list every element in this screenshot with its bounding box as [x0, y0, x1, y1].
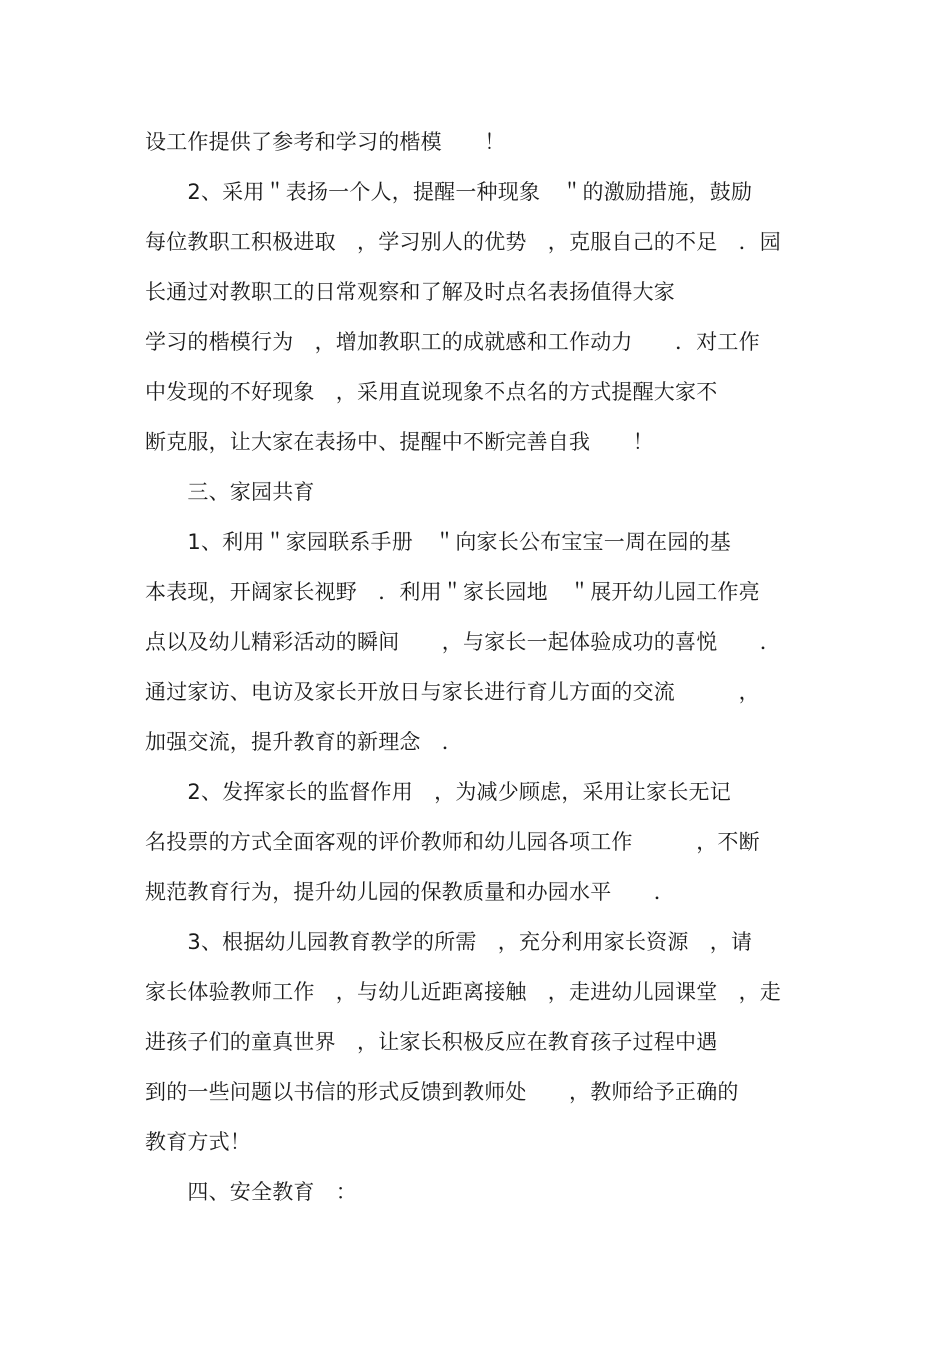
- section-heading: 三、家园共育: [145, 480, 315, 504]
- section-heading: 四、安全教育 ：: [145, 1180, 357, 1204]
- text-line: 进孩子们的童真世界 ，让家长积极反应在教育孩子过程中遇: [145, 1030, 718, 1054]
- text-line: 到的一些问题以书信的形式反馈到教师处 ，教师给予正确的: [145, 1080, 739, 1104]
- text-line: 学习的楷模行为 ，增加教职工的成就感和工作动力 ．对工作: [145, 330, 760, 354]
- text-line: 2、采用＂表扬一个人，提醒一种现象 ＂的激励措施，鼓励: [145, 180, 753, 204]
- text-line: 3、根据幼儿园教育教学的所需 ，充分利用家长资源 ，请: [145, 930, 753, 954]
- text-line: 设工作提供了参考和学习的楷模 ！: [145, 130, 506, 154]
- text-line: 长通过对教职工的日常观察和了解及时点名表扬值得大家: [145, 280, 675, 304]
- text-line: 每位教职工积极进取 ，学习别人的优势 ，克服自己的不足 ．园: [145, 230, 781, 254]
- text-line: 家长体验教师工作 ，与幼儿近距离接触 ，走进幼儿园课堂 ，走: [145, 980, 781, 1004]
- text-line: 中发现的不好现象 ，采用直说现象不点名的方式提醒大家不: [145, 380, 718, 404]
- text-line: 点以及幼儿精彩活动的瞬间 ，与家长一起体验成功的喜悦 ．: [145, 630, 781, 654]
- text-line: 教育方式！: [145, 1130, 251, 1154]
- text-line: 加强交流，提升教育的新理念 ．: [145, 730, 463, 754]
- text-line: 规范教育行为，提升幼儿园的保教质量和办园水平 ．: [145, 880, 675, 904]
- text-line: 本表现，开阔家长视野 ．利用＂家长园地 ＂展开幼儿园工作亮: [145, 580, 760, 604]
- text-line: 断克服，让大家在表扬中、提醒中不断完善自我 ！: [145, 430, 654, 454]
- text-line: 2、发挥家长的监督作用 ，为减少顾虑，采用让家长无记: [145, 780, 731, 804]
- text-line: 通过家访、电访及家长开放日与家长进行育儿方面的交流 ，: [145, 680, 760, 704]
- text-line: 名投票的方式全面客观的评价教师和幼儿园各项工作 ，不断: [145, 830, 760, 854]
- text-line: 1、利用＂家园联系手册 ＂向家长公布宝宝一周在园的基: [145, 530, 731, 554]
